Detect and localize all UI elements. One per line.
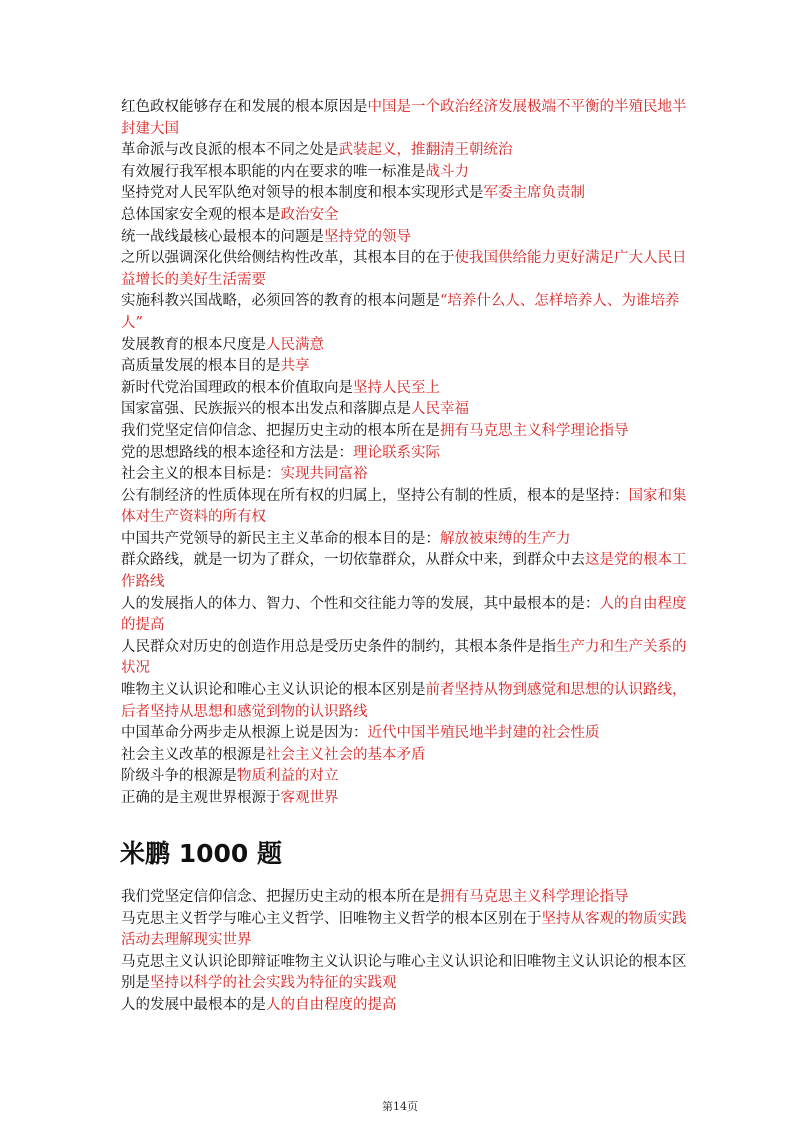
- question-text: 人的发展指人的体力、智力、个性和交往能力等的发展，其中最根本的是：: [121, 595, 600, 612]
- question-text: 国家富强、民族振兴的根本出发点和落脚点是: [121, 401, 411, 418]
- qa-line: [121, 335, 691, 357]
- answer-text: 中国是一个政治经济发展极端不平衡的半殖民地半封建大国: [121, 99, 687, 137]
- question-text: 人的发展中最根本的是: [121, 996, 266, 1013]
- qa-line: [121, 421, 691, 443]
- answer-text: 解放被束缚的生产力: [440, 530, 571, 547]
- question-text: 我们党坚定信仰信念、把握历史主动的根本所在是: [121, 422, 440, 439]
- qa-line: [121, 291, 691, 334]
- question-text: 阶级斗争的根源是: [121, 768, 237, 785]
- qa-line: [121, 550, 691, 593]
- qa-line: [121, 486, 691, 529]
- section-heading: 米鹏 1000 题: [120, 839, 282, 868]
- answer-text: 物质利益的对立: [237, 768, 339, 785]
- question-text: 群众路线，就是一切为了群众，一切依靠群众，从群众中来，到群众中去: [121, 552, 585, 569]
- answer-text: 人民满意: [266, 336, 324, 353]
- qa-list-mipeng: [121, 887, 691, 1017]
- qa-line: [121, 952, 691, 995]
- qa-line: [121, 788, 691, 810]
- question-text: 发展教育的根本尺度是: [121, 336, 266, 353]
- answer-text: 坚持从客观的物质实践活动去理解现实世界: [121, 910, 687, 949]
- answer-text: 坚持党的领导: [324, 228, 411, 245]
- question-text: 正确的是主观世界根源于: [121, 790, 281, 806]
- answer-text: 实现共同富裕: [280, 466, 368, 483]
- qa-line: [121, 162, 691, 184]
- answer-text: 人的自由程度的提高: [121, 595, 687, 634]
- question-text: 红色政权能够存在和发展的根本原因是: [121, 99, 368, 115]
- question-text: 马克思主义哲学与唯心主义哲学、旧唯物主义哲学的根本区别在于: [121, 910, 542, 927]
- qa-line: [121, 680, 691, 723]
- question-text: 革命派与改良派的根本不同之处是: [121, 142, 339, 159]
- qa-line: [121, 723, 691, 745]
- qa-line: [121, 995, 691, 1017]
- question-text: 实施科教兴国战略，必须回答的教育的根本问题是: [121, 293, 440, 310]
- answer-text: 使我国供给能力更好满足广大人民日益增长的美好生活需要: [121, 250, 687, 288]
- question-text: 人民群众对历史的创造作用总是受历史条件的制约，其根本条件是指: [121, 638, 556, 655]
- answer-text: 这是党的根本工作路线: [121, 552, 687, 591]
- qa-line: [121, 183, 691, 205]
- answer-text: 坚持以科学的社会实践为特征的实践观: [150, 975, 397, 992]
- question-text: 中国革命分两步走从根源上说是因为：: [121, 725, 368, 742]
- question-text: 总体国家安全观的根本是: [121, 206, 281, 223]
- qa-line: [121, 140, 691, 162]
- answer-text: 前者坚持从物到感觉和思想的认识路线，后者坚持从思想和感觉到物的认识路线: [121, 682, 687, 720]
- answer-text: 生产力和生产关系的状况: [121, 638, 687, 677]
- qa-line: [121, 205, 691, 227]
- question-text: 公有制经济的性质体现在所有权的归属上，坚持公有制的性质，根本的是坚持：: [121, 487, 629, 504]
- answer-text: 人的自由程度的提高: [266, 996, 397, 1013]
- answer-text: 政治安全: [280, 206, 339, 223]
- question-text: 统一战线最核心最根本的问题是: [121, 228, 324, 245]
- qa-line: [121, 887, 691, 909]
- qa-line: [121, 464, 691, 486]
- answer-text: 拥有马克思主义科学理论指导: [440, 889, 629, 905]
- qa-line: [121, 594, 691, 637]
- qa-line: [121, 227, 691, 249]
- qa-line: [121, 356, 691, 378]
- qa-line: [121, 399, 691, 421]
- answer-text: 近代中国半殖民地半封建的社会性质: [367, 725, 600, 742]
- answer-text: 战斗力: [425, 163, 469, 180]
- qa-line: [121, 909, 691, 952]
- qa-line: [121, 443, 691, 465]
- question-text: 高质量发展的根本目的是: [121, 358, 281, 375]
- qa-line: [121, 248, 691, 291]
- question-text: 有效履行我军根本职能的内在要求的唯一标准是: [121, 163, 426, 180]
- answer-text: 客观世界: [280, 790, 339, 806]
- question-text: 中国共产党领导的新民主主义革命的根本目的是：: [121, 530, 440, 547]
- answer-text: 武装起义，推翻清王朝统治: [338, 142, 513, 159]
- question-text: 党的思想路线的根本途径和方法是：: [121, 444, 353, 461]
- qa-line: [121, 97, 691, 140]
- question-text: 坚持党对人民军队绝对领导的根本制度和根本实现形式是: [121, 185, 484, 202]
- answer-text: 拥有马克思主义科学理论指导: [440, 422, 629, 439]
- qa-line: [121, 766, 691, 788]
- question-text: 社会主义改革的根源是: [121, 746, 266, 763]
- qa-line: [121, 637, 691, 680]
- question-text: 新时代党治国理政的根本价值取向是: [121, 379, 353, 396]
- qa-line: [121, 529, 691, 551]
- question-text: 之所以强调深化供给侧结构性改革，其根本目的在于: [121, 250, 455, 267]
- question-text: 马克思主义认识论即辩证唯物主义认识论与唯心主义认识论和旧唯物主义认识论的根本区别是: [121, 953, 687, 992]
- qa-list-main: [121, 97, 691, 810]
- question-text: 我们党坚定信仰信念、把握历史主动的根本所在是: [121, 889, 440, 905]
- answer-text: 坚持人民至上: [353, 379, 440, 396]
- question-text: 唯物主义认识论和唯心主义认识论的根本区别是: [121, 682, 426, 699]
- answer-text: 人民幸福: [411, 401, 469, 418]
- qa-line: [121, 745, 691, 767]
- qa-line: [121, 378, 691, 400]
- answer-text: 社会主义社会的基本矛盾: [266, 746, 426, 763]
- page-number: 第14页: [382, 1100, 418, 1113]
- answer-text: 国家和集体对生产资料的所有权: [121, 487, 687, 526]
- answer-text: 军委主席负责制: [483, 185, 585, 202]
- answer-text: 理论联系实际: [353, 444, 440, 461]
- question-text: 社会主义的根本目标是：: [121, 466, 281, 483]
- answer-text: 共享: [280, 358, 310, 375]
- answer-text: “培养什么人、怎样培养人、为谁培养人”: [121, 293, 680, 331]
